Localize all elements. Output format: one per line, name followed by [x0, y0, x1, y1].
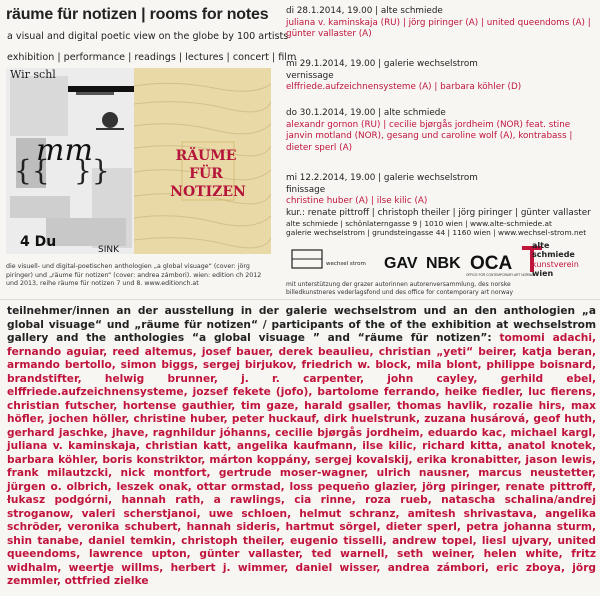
event-1 — [286, 6, 596, 41]
page-subtitle: a visual and digital poetic view on the globe by 100 artists — [7, 31, 289, 42]
wechselstrom-logo — [292, 250, 366, 268]
event-label: vernissage — [286, 70, 334, 81]
snippet-sink: SINK — [98, 245, 120, 254]
formats-line: exhibition | performance | readings | lectures | concert | film — [7, 52, 297, 63]
cover-raeume-fuer-notizen — [134, 68, 271, 254]
event-4-curators — [286, 208, 591, 220]
nbk-logo: NBK — [426, 255, 461, 272]
event-3 — [286, 108, 596, 154]
cover-a-global-visuage — [6, 68, 136, 254]
svg-text:{{: {{ — [14, 154, 50, 187]
covers-caption: die visuell- und digital-poetischen anthologien „a global visuage“ (cover: jörg piringer) und „räume für notizen“ (cover: andrea zámbori). wien: edition ch 2012 und 2013, reihe räume für notizen 7 und 8. www.editionch.at — [6, 263, 262, 288]
event-date: mi 12.2.2014, 19.00 | galerie wechselstrom — [286, 173, 478, 183]
event-performers: elffriede.aufzeichnensysteme (A) | barbara köhler (D) — [286, 82, 522, 93]
section-divider — [0, 299, 600, 300]
venue-alte-schmiede: alte schmiede | schönlaterngasse 9 | 1010 wien | www.alte-schmiede.at — [286, 219, 552, 228]
event-label: finissage — [286, 184, 326, 195]
anthology-covers-image — [6, 68, 271, 254]
sponsor-note: mit unterstützung der grazer autorinnen autorenversammlung, des norske billedkunstneres vederlagsfond und des office for contemporary art norway — [286, 281, 514, 296]
venue-addresses-2 — [286, 228, 586, 238]
wood-texture-cover — [134, 68, 271, 254]
event-2 — [286, 59, 596, 94]
kv-line4: wien — [532, 269, 554, 279]
kv-line2: schmiede — [532, 250, 575, 260]
event-date: di 28.1.2014, 19.00 | alte schmiede — [286, 6, 443, 16]
curators-line: kur.: renate pittroff | christoph theiler | jörg piringer | günter vallaster — [286, 208, 591, 218]
oca-logo: OCA — [470, 253, 513, 274]
kv-line3: kunstverein — [532, 259, 579, 269]
event-performers: juliana v. kaminskaja (RU) | jörg piringer (A) | united queendoms (A) | günter vallaster (A) — [286, 17, 591, 40]
visual-poetry-collage — [6, 68, 136, 254]
oca-subtitle: OFFICE FOR CONTEMPORARY ART NORWAY — [466, 273, 536, 277]
svg-text:}}: }} — [74, 154, 110, 187]
event-4 — [286, 173, 596, 208]
badge-line2: FÜR — [189, 166, 223, 182]
event-date: mi 29.1.2014, 19.00 | galerie wechselstrom — [286, 59, 478, 69]
participants-names: tomomi adachi, fernando aguiar, reed altemus, josef bauer, derek beaulieu, christian „yeti“ beirer, katja beran, armando bertollo, simon biggs, sergej birjukov, friedrich w. block, mila blont, philippe boisnard, brandstifter, helwig brunner, j. r. carpenter, john cayley, gerhild ebel, elffriede.aufzeichnensysteme, jozsef fekete (jofo), bartolome ferrando, heike fiedler, luc fierens, christian futscher, hortense gauthier, tim gaze, harald gsaller, thomas havlik, rozalie hirs, max höfler, jochen höller, christine huber, peter huckauf, dirk huelstrunk, zuzana husárová, geof huth, gerhard jaschke, jhave, ragnhildur jóhanns, cecilie bjørgås jordheim, eduardo kac, michael kargl, juliana v. kaminskaja, christian katt, angelika kaufmann, ilse kilic, richard kitta, anatol knotek, barbara köhler, boris konstriktor, márton koppány, sergej kovalskij, erika kronabitter, jason lewis, frank milautzcki, nick montfort, gertrude moser-wagner, ulrich nausner, marcus neustetter, jürgen o. olbrich, leszek onak, ottar ormstad, loss pequeño glazier, jörg piringer, renate pittroff, łukasz podgórni, hannah rath, a rawlings, cia rinne, roza rueb, natascha schalina/andrej stroganow, valeri scherstjanoi, uwe schloen, helmut schranz, amitesh shrivastava, angelika schröder, veronika schubert, hannah sideris, hartmut sörgel, dieter sperl, petra johanna sturm, shin tanabe, daniel temkin, christoph theiler, eugenio tisselli, andrew topel, liesl ujvary, united queendoms, lawrence upton, günter vallaster, ted warnell, seth weiner, helen white, fritz widhalm, weertje willms, herbert j. wimmer, daniel wisser, andrea zámbori, eric zboya, jörg zemmler, ottfried zielke — [7, 332, 596, 587]
participants-block — [7, 305, 596, 589]
gav-logo: GAV — [384, 255, 418, 272]
snippet-top: Wir schl — [10, 68, 56, 81]
event-performers: alexandr gornon (RU) | cecilie bjørgås jordheim (NOR) feat. stine janvin motland (NOR), gesang und caroline wolf (A), kontrabass | dieter sperl (A) — [286, 119, 573, 153]
kv-line1: alte — [532, 241, 550, 250]
badge-line3: NOTIZEN — [170, 184, 246, 200]
snippet-mid: mm — [36, 133, 93, 168]
snippet-bottom: 4 Du — [20, 234, 57, 250]
venue-wechselstrom: galerie wechselstrom | grundsteingasse 44 | 1160 wien | www.wechsel-strom.net — [286, 228, 587, 237]
event-date: do 30.1.2014, 19.00 | alte schmiede — [286, 108, 446, 118]
kunstverein-logo-text — [532, 241, 579, 279]
page-title: räume für notizen | rooms for notes — [6, 6, 269, 23]
event-performers: christine huber (A) | ilse kilic (A) — [286, 196, 428, 207]
badge-line1: RÄUME — [175, 148, 237, 164]
svg-text:wechsel strom: wechsel strom — [326, 261, 366, 267]
participants-intro: teilnehmer/innen an der ausstellung in der galerie wechselstrom und an den anthologien „a global visuage“ und „räume für notizen“ / participants of the of the exhibition at wechselstrom gallery and the anthologies “a global visuage ” and “räume für notizen”: — [7, 305, 596, 344]
